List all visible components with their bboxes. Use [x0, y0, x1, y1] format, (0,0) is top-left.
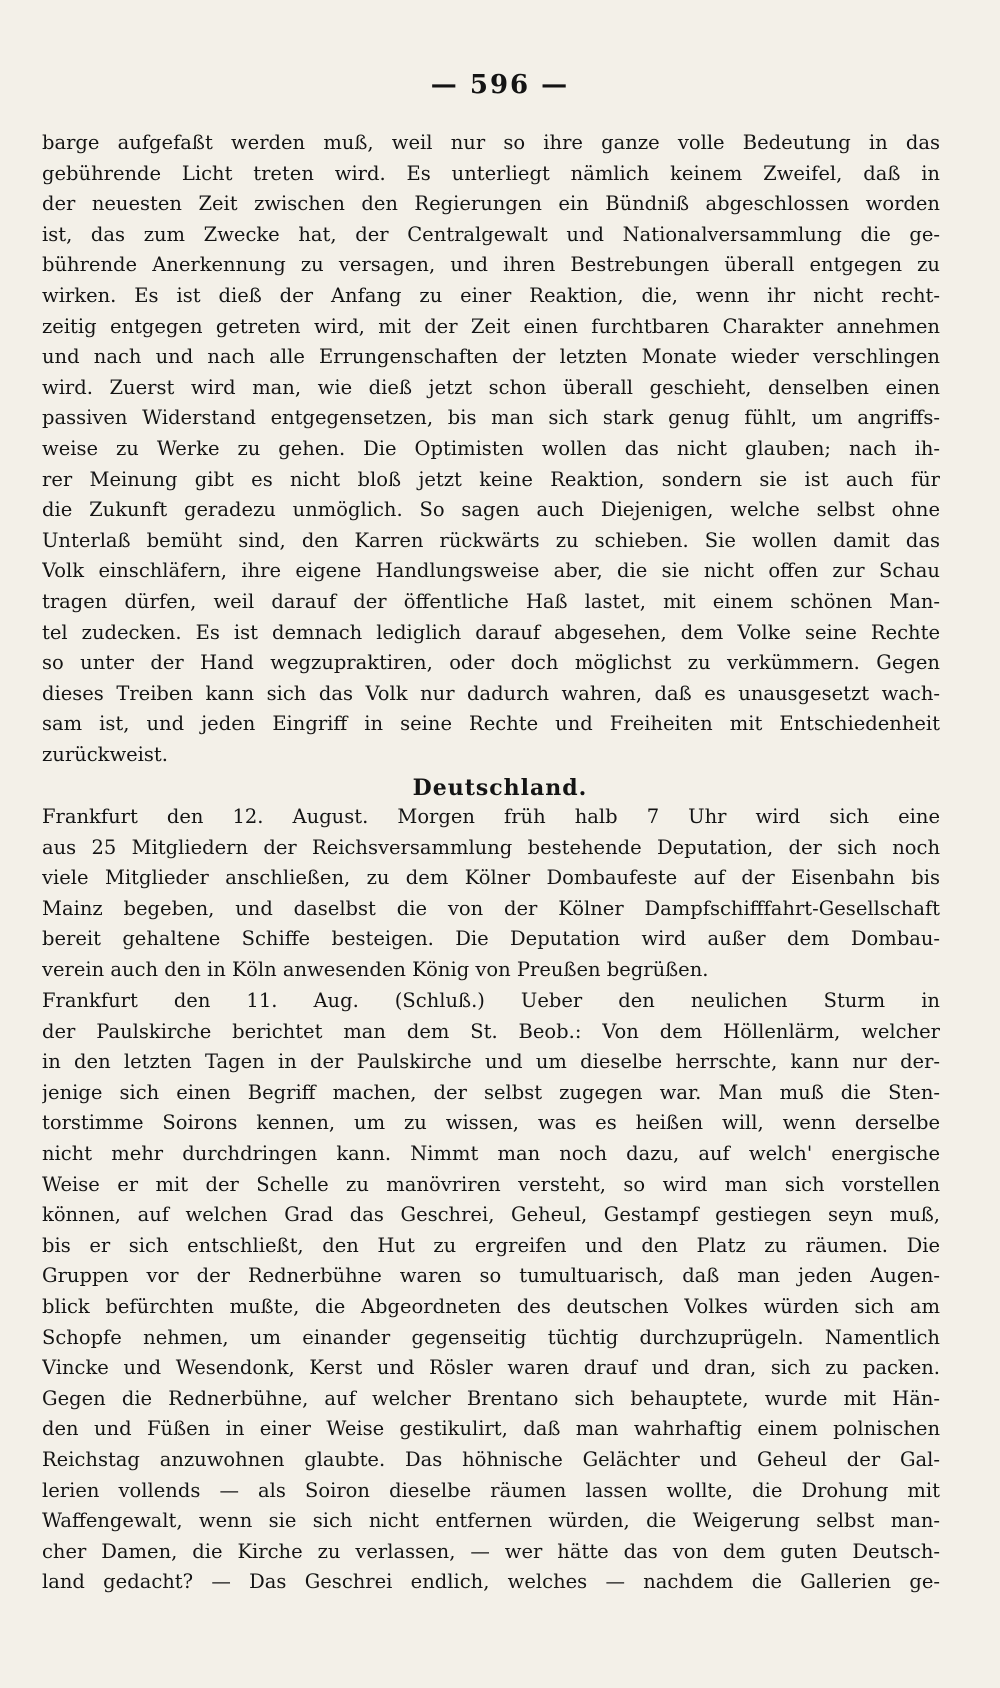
text-line: Mainz begeben, und daselbst die von der Kölner Dampfschifffahrt-Gesellschaft	[42, 896, 940, 920]
text-line: aus 25 Mitgliedern der Reichsversammlung bestehende Deputation, der sich noch	[42, 835, 940, 859]
page-number: — 596 —	[430, 70, 570, 100]
text-line: wird. Zuerst wird man, wie dieß jetzt schon überall geschieht, denselben einen	[42, 375, 940, 399]
text-line: Reichstag anzuwohnen glaubte. Das höhnische Gelächter und Geheul der Gal-	[42, 1447, 940, 1471]
text-line: tragen dürfen, weil darauf der öffentliche Haß lastet, mit einem schönen Man-	[42, 589, 940, 613]
text-line: bereit gehaltene Schiffe besteigen. Die Deputation wird außer dem Dombau-	[42, 927, 940, 951]
text-line: die Zukunft geradezu unmöglich. So sagen auch Diejenigen, welche selbst ohne	[42, 498, 940, 522]
text-line: zeitig entgegen getreten wird, mit der Zeit einen furchtbaren Charakter annehmen	[42, 314, 940, 338]
text-line: ist, das zum Zwecke hat, der Centralgewalt und Nationalversammlung die ge-	[42, 222, 940, 246]
text-line: Frankfurt den 12. August. Morgen früh halb 7 Uhr wird sich eine	[42, 805, 940, 828]
text-line: Gegen die Rednerbühne, auf welcher Brentano sich behauptete, wurde mit Hän-	[42, 1386, 940, 1410]
text-line: den und Füßen in einer Weise gestikulirt, daß man wahrhaftig einem polnischen	[42, 1417, 940, 1441]
text-line: Unterlaß bemüht sind, den Karren rückwärts zu schieben. Sie wollen damit das	[42, 528, 940, 552]
text-line: Waffengewalt, wenn sie sich nicht entfernen würden, die Weigerung selbst man-	[42, 1509, 940, 1533]
paragraph-frankfurt-11-august	[42, 986, 940, 1598]
text-line: blick befürchten mußte, die Abgeordneten des deutschen Volkes würden sich am	[42, 1294, 940, 1318]
text-line: zurückweist.	[42, 742, 168, 766]
text-line: Gruppen vor der Rednerbühne waren so tumultuarisch, daß man jeden Augen-	[42, 1264, 940, 1288]
paragraph-reaction	[42, 128, 940, 770]
text-line: rer Meinung gibt es nicht bloß jetzt keine Reaktion, sondern sie ist auch für	[42, 467, 940, 491]
text-line: der neuesten Zeit zwischen den Regierungen ein Bündniß abgeschlossen worden	[42, 192, 940, 216]
text-line: in den letzten Tagen in der Paulskirche und um dieselbe herrschte, kann nur der-	[42, 1050, 940, 1074]
text-line: können, auf welchen Grad das Geschrei, Geheul, Gestampf gestiegen seyn muß,	[42, 1203, 940, 1227]
text-line: lerien vollends — als Soiron dieselbe räumen lassen wollte, die Drohung mit	[42, 1478, 940, 1502]
text-line: viele Mitglieder anschließen, zu dem Kölner Dombaufeste auf der Eisenbahn bis	[42, 866, 940, 890]
text-line: bis er sich entschließt, den Hut zu ergreifen und den Platz zu räumen. Die	[42, 1233, 940, 1257]
text-line: Frankfurt den 11. Aug. (Schluß.) Ueber den neulichen Sturm in	[42, 989, 940, 1012]
text-line: so unter der Hand wegzupraktiren, oder doch möglichst zu verkümmern. Gegen	[42, 651, 940, 675]
text-line: tel zudecken. Es ist demnach lediglich darauf abgesehen, dem Volke seine Rechte	[42, 620, 940, 644]
text-line: verein auch den in Köln anwesenden König von Preußen begrüßen.	[42, 957, 709, 981]
text-line: barge aufgefaßt werden muß, weil nur so ihre ganze volle Bedeutung in das	[42, 131, 940, 154]
text-line: nicht mehr durchdringen kann. Nimmt man noch dazu, auf welch' energische	[42, 1141, 940, 1165]
text-line: Schopfe nehmen, um einander gegenseitig tüchtig durchzuprügeln. Namentlich	[42, 1325, 940, 1349]
text-line: weise zu Werke zu gehen. Die Optimisten wollen das nicht glauben; nach ih-	[42, 436, 940, 460]
text-line: der Paulskirche berichtet man dem St. Beob.: Von dem Höllenlärm, welcher	[42, 1019, 940, 1043]
text-line: Volk einschläfern, ihre eigene Handlungsweise aber, die sie nicht offen zur Schau	[42, 559, 940, 583]
text-line: Weise er mit der Schelle zu manövriren versteht, so wird man sich vorstellen	[42, 1172, 940, 1196]
text-line: torstimme Soirons kennen, um zu wissen, was es heißen will, wenn derselbe	[42, 1111, 940, 1135]
text-line: jenige sich einen Begriff machen, der selbst zugegen war. Man muß die Sten-	[42, 1080, 940, 1104]
text-line: cher Damen, die Kirche zu verlassen, — wer hätte das von dem guten Deutsch-	[42, 1539, 940, 1563]
text-line: bührende Anerkennung zu versagen, und ihren Bestrebungen überall entgegen zu	[42, 253, 940, 277]
paragraph-frankfurt-12-august	[42, 802, 940, 986]
section-heading: Deutschland.	[412, 775, 588, 801]
text-line: land gedacht? — Das Geschrei endlich, welches — nachdem die Gallerien ge-	[42, 1570, 940, 1594]
text-line: gebührende Licht treten wird. Es unterliegt nämlich keinem Zweifel, daß in	[42, 161, 940, 185]
text-line: Vincke und Wesendonk, Kerst und Rösler waren drauf und dran, sich zu packen.	[42, 1356, 940, 1380]
text-line: wirken. Es ist dieß der Anfang zu einer Reaktion, die, wenn ihr nicht recht-	[42, 283, 940, 307]
text-line: dieses Treiben kann sich das Volk nur dadurch wahren, daß es unausgesetzt wach-	[42, 681, 940, 705]
text-line: passiven Widerstand entgegensetzen, bis man sich stark genug fühlt, um angriffs-	[42, 406, 940, 430]
text-line: sam ist, und jeden Eingriff in seine Rechte und Freiheiten mit Entschiedenheit	[42, 712, 940, 736]
text-line: und nach und nach alle Errungenschaften der letzten Monate wieder verschlingen	[42, 345, 940, 369]
